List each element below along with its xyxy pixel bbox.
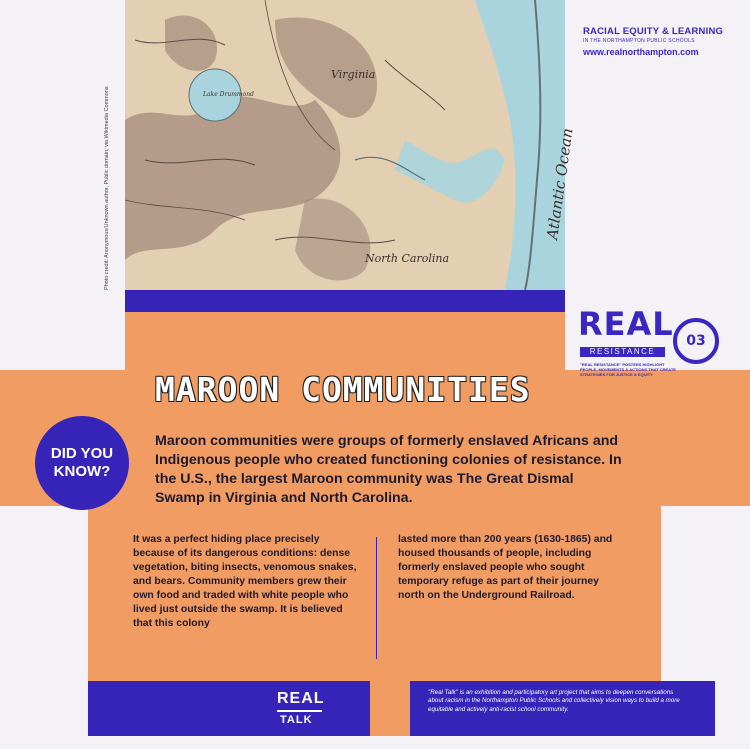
poster-number-badge: 03 [673, 318, 719, 364]
map-label-virginia: Virginia [331, 68, 376, 81]
real-talk-logo-real: REAL [277, 690, 325, 707]
column-divider [376, 537, 377, 659]
historical-map [125, 0, 577, 290]
did-you-know-line1: DID YOU [50, 445, 114, 462]
real-talk-logo-talk: TALK [280, 714, 313, 726]
header-subtitle: IN THE NORTHAMPTON PUBLIC SCHOOLS [583, 38, 695, 44]
map-label-atlantic-ocean: Atlantic Ocean [543, 126, 577, 241]
header-url[interactable]: www.realnorthampton.com [583, 47, 699, 57]
page-title: MAROON COMMUNITIES [155, 370, 531, 409]
orange-panel-top [125, 312, 565, 370]
did-you-know-line2: KNOW? [53, 463, 111, 480]
real-logo-resistance: RESISTANCE [580, 347, 665, 357]
real-talk-logo-divider [277, 710, 322, 712]
map-label-north-carolina: North Carolina [365, 252, 450, 265]
body-column-right: lasted more than 200 years (1630-1865) and housed thousands of people, including formerly enslaved people who sought temporary refuge as part of their journey north on the Underground Railroad. [398, 534, 613, 601]
real-logo-tagline: "REAL RESISTANCE" POSTERS HIGHLIGHT PEOPLE, MOVEMENTS & ACTIONS THAT CREATE STRATEGIES FOR JUSTICE & EQUITY [580, 362, 676, 377]
map-illustration [125, 0, 577, 290]
map-bottom-bar [125, 290, 565, 312]
photo-credit: Photo credit: Anonymous/Unknown author, Public domain, via Wikimedia Commons [104, 86, 110, 290]
did-you-know-badge [35, 416, 129, 510]
footer-bar-left [88, 681, 370, 736]
orange-panel-bottom [370, 681, 410, 736]
real-logo-word: REAL [578, 305, 674, 343]
real-talk-description: "Real Talk" is an exhibition and participatory art project that aims to deepen conversations about racism in the Northampton Public Schools and collectively vision ways to build a more equitable and actively anti-racist school community. [428, 689, 680, 713]
header-title: RACIAL EQUITY & LEARNING [583, 26, 724, 37]
map-label-lake-drummond: Lake Drummond [203, 91, 254, 98]
body-column-left: It was a perfect hiding place precisely because of its dangerous conditions: dense vegetation, biting insects, venomous snakes, and bears. Community members grew their own food and traded with white people who lived just outside the swamp. It is believed that this colony [133, 534, 357, 629]
lead-paragraph: Maroon communities were groups of formerly enslaved Africans and Indigenous people who created functioning colonies of resistance. In the U.S., the largest Maroon community was The Great Dismal Swamp in Virginia and North Carolina. [155, 433, 622, 506]
